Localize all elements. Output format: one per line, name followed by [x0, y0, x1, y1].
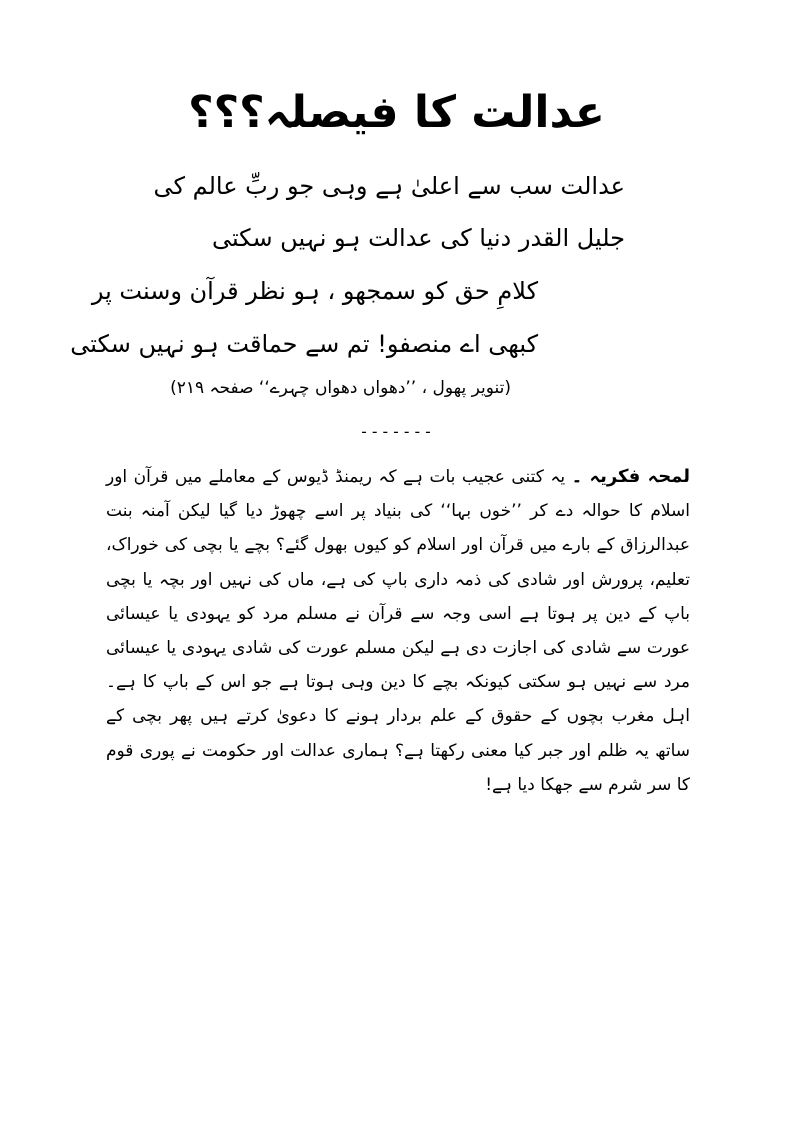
poem-citation: (تنویر پھول ، ’’دھواں دھواں چہرے‘‘ صفحہ ۲۱۹) — [170, 378, 511, 398]
poem-line-1: عدالت سب سے اعلیٰ ہے وہی جو ربِّ عالم کی — [153, 172, 625, 200]
section-divider: ------- — [359, 422, 434, 441]
poem-line-3: کلامِ حق کو سمجھو ، ہو نظر قرآن وسنت پر — [91, 277, 538, 305]
article-lead: لمحہ فکریہ ۔ — [571, 466, 691, 487]
article-text: یہ کتنی عجیب بات ہے کہ ریمنڈ ڈیوس کے معاملے میں قرآن اور اسلام کا حوالہ دے کر ’’خوں بہا‘‘ کی بنیاد پر اسے چھوڑ دیا گیا لیکن آمنہ بنت عبدالرزاق کے بارے میں قرآن اور اسلام کو کیوں بھول گئے؟ بچے یا بچی کی خوراک، تعلیم، پرورش اور شادی کی ذمہ داری باپ کی ہے، ماں کی نہیں اور بچہ یا بچی باپ کے دین پر ہوتا ہے اسی وجہ سے قرآن نے مسلم مرد کو یہودی یا عیسائی عورت سے شادی کی اجازت دی ہے لیکن مسلم عورت کی شادی یہودی یا عیسائی مرد سے نہیں ہو سکتی کیونکہ بچے کا دین وہی ہوتا ہے جو اس کے باپ کا ہے۔ اہل مغرب بچوں کے حقوق کے علم بردار ہونے کا دعویٰ کرتے ہیں پھر بچی کے ساتھ یہ ظلم اور جبر کیا معنی رکھتا ہے؟ ہماری عدالت اور حکومت نے پوری قوم کا سر شرم سے جھکا دیا ہے! — [106, 467, 690, 795]
page-title: عدالت کا فیصلہ؟؟؟ — [188, 87, 605, 138]
poem-line-4: کبھی اے منصفو! تم سے حماقت ہو نہیں سکتی — [70, 330, 538, 358]
poem-line-2: جلیل القدر دنیا کی عدالت ہو نہیں سکتی — [211, 224, 625, 252]
article-paragraph — [106, 460, 690, 802]
